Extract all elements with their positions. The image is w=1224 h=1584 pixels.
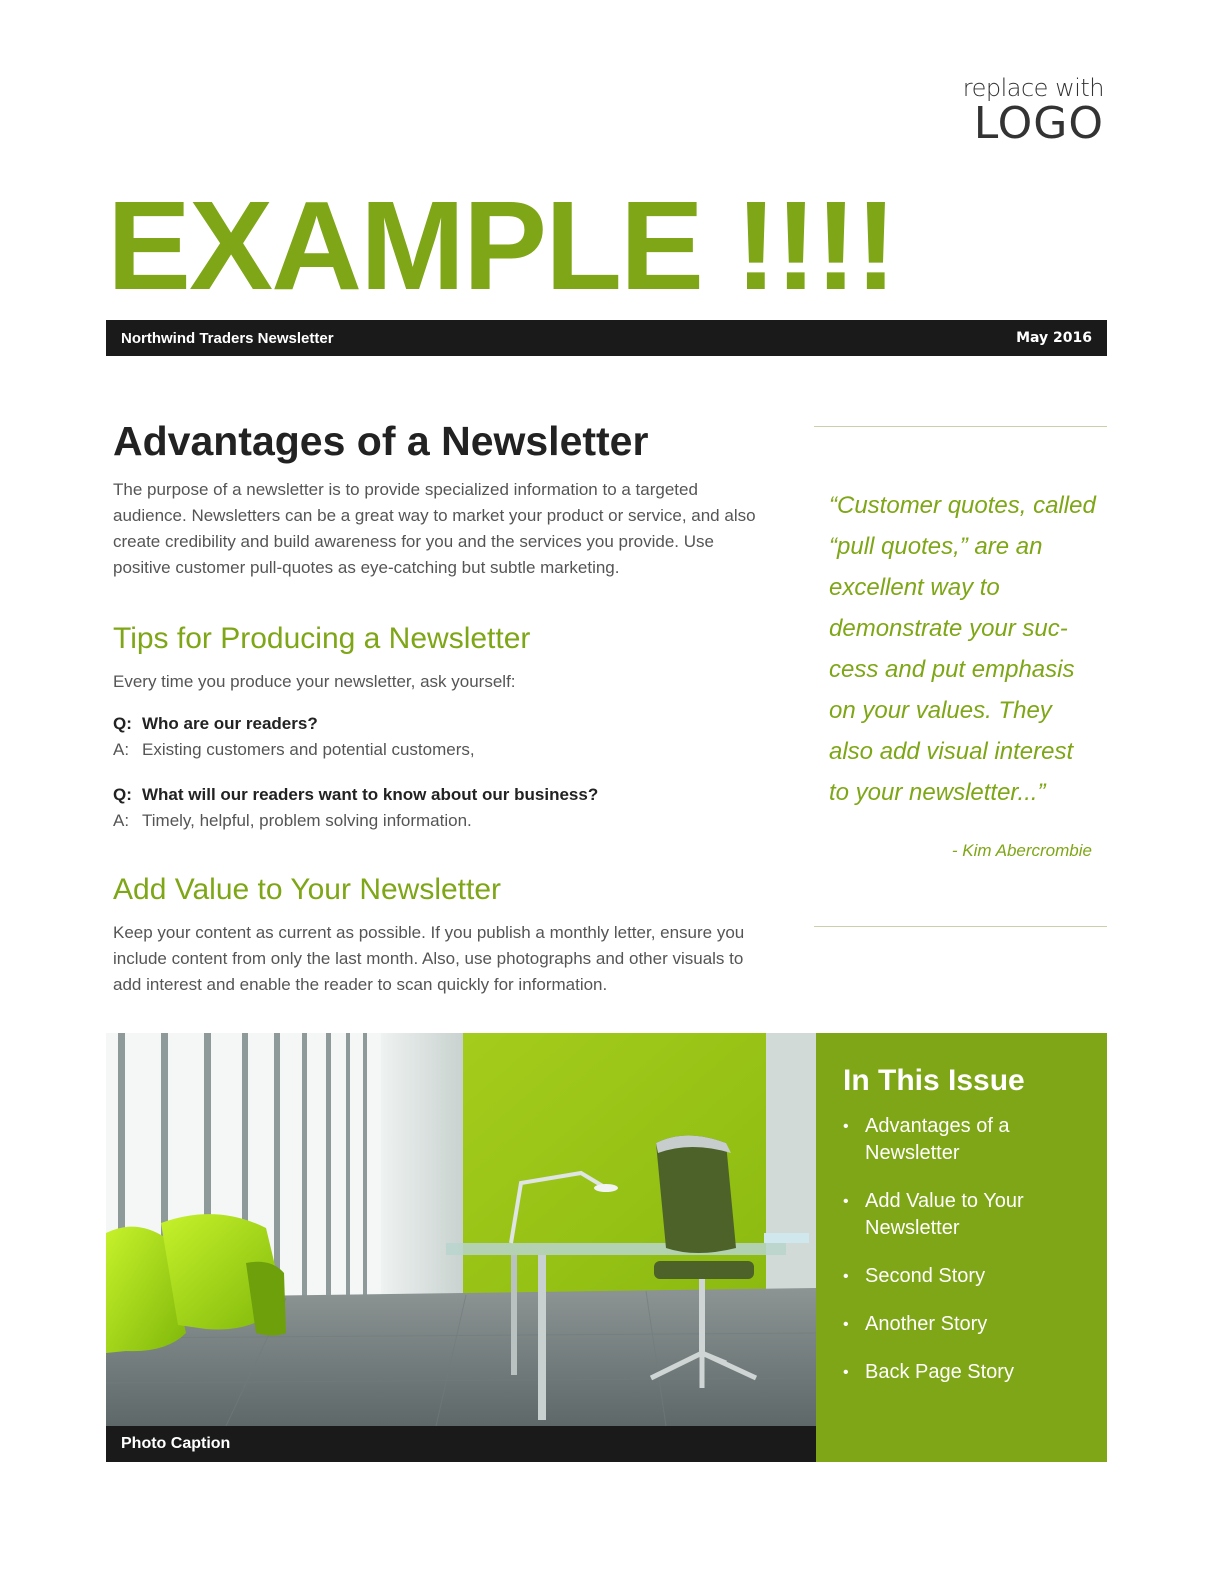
answer <box>113 737 763 763</box>
newsletter-title: EXAMPLE !!!! <box>107 175 895 316</box>
question-text: Who are our readers? <box>142 714 318 734</box>
question <box>113 782 763 808</box>
answer-text: Timely, helpful, problem solving information. <box>142 811 472 831</box>
masthead-bar <box>106 320 1107 356</box>
main-article <box>113 418 763 998</box>
question-label: Q: <box>113 785 132 805</box>
issue-list <box>843 1113 1087 1386</box>
value-heading: Add Value to Your Newsletter <box>113 873 502 907</box>
in-this-issue-title: In This Issue <box>843 1064 1025 1097</box>
pull-quote-attribution: - Kim Abercrombie <box>951 841 1092 860</box>
tips-heading: Tips for Producing a Newsletter <box>113 622 531 656</box>
answer-label: A: <box>113 811 130 831</box>
value-text: Keep your content as current as possible. If you publish a monthly letter, ensure you include content from only the last month. Also, use photographs and other visuals to add interest and enable the reader to scan quickly for information. <box>113 923 745 995</box>
issue-item[interactable]: • Add Value to Your Newsletter <box>843 1188 1087 1242</box>
question <box>113 711 763 737</box>
office-photo <box>106 1033 816 1426</box>
photo-caption-bar <box>106 1426 816 1462</box>
qa-block <box>113 711 763 763</box>
question-text: What will our readers want to know about our business? <box>142 785 599 805</box>
newsletter-name: Northwind Traders Newsletter <box>121 329 334 347</box>
article-intro: The purpose of a newsletter is to provide specialized information to a targeted audience. Newsletters can be a great way to market your product or service, and also create credibility and build awareness for you and the services you provide. Use positive customer pull-quotes as eye-catching but subtle marketing. <box>113 480 756 578</box>
issue-item[interactable]: • Another Story <box>843 1311 1087 1338</box>
tips-intro: Every time you produce your newsletter, ask yourself: <box>113 672 516 692</box>
issue-item[interactable]: • Advantages of a Newsletter <box>843 1113 1087 1167</box>
answer-label: A: <box>113 740 130 760</box>
answer-text: Existing customers and potential customers, <box>142 740 475 760</box>
issue-item[interactable]: • Back Page Story <box>843 1359 1087 1386</box>
in-this-issue-box <box>816 1033 1107 1462</box>
issue-date: May 2016 <box>1016 330 1092 346</box>
logo-placeholder <box>962 74 1104 149</box>
photo-caption: Photo Caption <box>121 1435 231 1452</box>
question-label: Q: <box>113 714 132 734</box>
article-heading: Advantages of a Newsletter <box>113 418 649 464</box>
pull-quote <box>814 426 1107 927</box>
logo-small-text: replace with <box>962 74 1104 102</box>
qa-block <box>113 782 763 834</box>
answer <box>113 808 763 834</box>
pull-quote-text: “Customer quotes, called “pull quotes,” are an excellent way to demonstrate your suc-cess and put emphasis on your values. They also add visual interest to your newsletter...” <box>829 492 1096 806</box>
issue-item[interactable]: • Second Story <box>843 1263 1087 1290</box>
logo-big-text: LOGO <box>973 98 1104 149</box>
